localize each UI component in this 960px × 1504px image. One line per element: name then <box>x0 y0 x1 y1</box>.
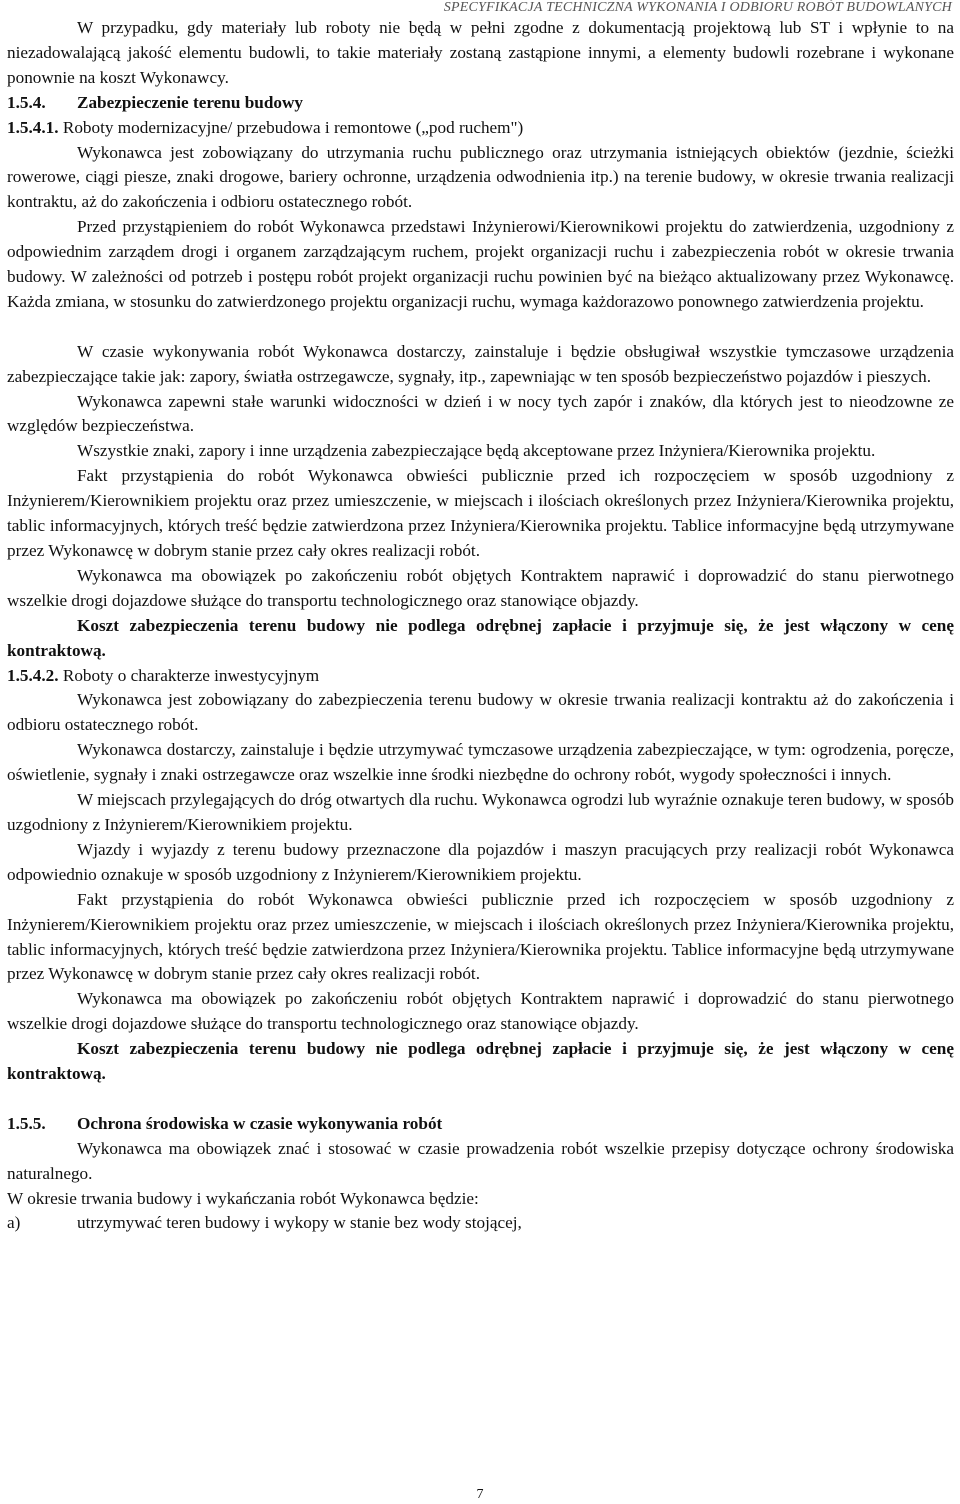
subsection-title: Roboty modernizacyjne/ przebudowa i remontowe („pod ruchem") <box>62 117 524 137</box>
list-item <box>7 1211 954 1236</box>
section-title: Ochrona środowiska w czasie wykonywania robót <box>77 1113 443 1133</box>
section-number: 1.5.5. <box>7 1113 46 1133</box>
section-heading-1-5-4 <box>7 91 954 116</box>
paragraph: Wszystkie znaki, zapory i inne urządzenia zabezpieczające będą akceptowane przez Inżyniera/Kierownika projektu. <box>77 441 876 461</box>
running-header: SPECYFIKACJA TECHNICZNA WYKONANIA I ODBIORU ROBÓT BUDOWLANYCH <box>443 0 952 15</box>
section-heading-1-5-5 <box>7 1112 954 1137</box>
paragraph: Wjazdy i wyjazdy z terenu budowy przeznaczone dla pojazdów i maszyn pracujących przy realizacji robót Wykonawca odpowiednio oznakuje w sposób uzgodniony z Inżynierem/Kierownikiem projektu. <box>7 839 954 884</box>
paragraph: Wykonawca zapewni stałe warunki widoczności w dzień i w nocy tych zapór i znaków, dla których jest to nieodzowne ze względów bezpieczeństwa. <box>7 391 954 436</box>
paragraph: Wykonawca ma obowiązek znać i stosować w czasie prowadzenia robót wszelkie przepisy dotyczące ochrony środowiska naturalnego. <box>7 1138 954 1183</box>
paragraph: Wykonawca jest zobowiązany do utrzymania ruchu publicznego oraz utrzymania istniejących obiektów (jezdnie, ścieżki rowerowe, ciągi piesze, znaki drogowe, bariery ochronne, urządzenia odwodnienia itp.) na terenie budowy, w okresie trwania realizacji kontraktu, aż do zakończenia i odbioru ostatecznego robót. <box>7 142 954 212</box>
section-title: Zabezpieczenie terenu budowy <box>77 92 303 112</box>
paragraph: Wykonawca ma obowiązek po zakończeniu robót objętych Kontraktem naprawić i doprowadzić do stanu pierwotnego wszelkie drogi dojazdowe służące do transportu technologicznego oraz stanowiące objazdy. <box>7 989 954 1034</box>
paragraph: W czasie wykonywania robót Wykonawca dostarczy, zainstaluje i będzie obsługiwał wszystkie tymczasowe urządzenia zabezpieczające takie jak: zapory, światła ostrzegawcze, sygnały, itp., zapewniając w ten sposób bezpieczeństwo pojazdów i pieszych. <box>7 341 954 386</box>
document-body <box>7 16 954 1236</box>
page-number: 7 <box>476 1487 484 1502</box>
paragraph: Przed przystąpieniem do robót Wykonawca przedstawi Inżynierowi/Kierownikowi projektu do zatwierdzenia, uzgodniony z odpowiednim zarządem drogi i organem zarządzającym ruchem, projekt organizacji ruchu i zabezpieczenia robót w okresie trwania budowy. W zależności od potrzeb i postępu robót projekt organizacji ruchu powinien być na bieżąco aktualizowany przez Wykonawcę. Każda zmiana, w stosunku do zatwierdzonego projektu organizacji ruchu, wymaga każdorazowo ponownego zatwierdzenia projektu. <box>7 217 954 311</box>
paragraph: Wykonawca dostarczy, zainstaluje i będzie utrzymywać tymczasowe urządzenia zabezpieczające, w tym: ogrodzenia, poręcze, oświetlenie, sygnały i znaki ostrzegawcze oraz wszelkie inne środki niezbędne do ochrony robót, wygody społeczności i innych. <box>7 740 954 785</box>
intro-paragraph: W przypadku, gdy materiały lub roboty nie będą w pełni zgodne z dokumentacją projektową lub ST i wpłynie to na niezadowalającą jakość elementu budowli, to takie materiały zostaną zastąpione innymi, a elementy budowli rozebrane i wykonane ponownie na koszt Wykonawcy. <box>7 18 954 87</box>
subsection-heading-1-5-4-1 <box>7 116 954 141</box>
subsection-title: Roboty o charakterze inwestycyjnym <box>62 665 320 685</box>
section-number: 1.5.4. <box>7 92 46 112</box>
subsection-number: 1.5.4.2. <box>7 665 59 685</box>
paragraph: Fakt przystąpienia do robót Wykonawca obwieści publicznie przed ich rozpoczęciem w sposób uzgodniony z Inżynierem/Kierownikiem projektu oraz przez umieszczenie, w miejscach i ilościach określonych przez Inżyniera/Kierownika projektu, tablic informacyjnych, których treść będzie zatwierdzona przez Inżyniera/Kierownika projektu. Tablice informacyjne będą utrzymywane przez Wykonawcę w dobrym stanie przez cały okres realizacji robót. <box>7 889 954 984</box>
paragraph: Wykonawca ma obowiązek po zakończeniu robót objętych Kontraktem naprawić i doprowadzić do stanu pierwotnego wszelkie drogi dojazdowe służące do transportu technologicznego oraz stanowiące objazdy. <box>7 565 954 610</box>
paragraph: Wykonawca jest zobowiązany do zabezpieczenia terenu budowy w okresie trwania realizacji kontraktu aż do zakończenia i odbioru ostatecznego robót. <box>7 690 954 735</box>
paragraph: W miejscach przylegających do dróg otwartych dla ruchu. Wykonawca ogrodzi lub wyraźnie oznakuje teren budowy, w sposób uzgodniony z Inżynierem/Kierownikiem projektu. <box>7 790 954 834</box>
subsection-heading-1-5-4-2 <box>7 664 954 689</box>
list-marker: a) <box>7 1213 21 1233</box>
list-item-text: utrzymywać teren budowy i wykopy w stanie bez wody stojącej, <box>77 1213 522 1233</box>
subsection-number: 1.5.4.1. <box>7 117 59 137</box>
cost-note: Koszt zabezpieczenia terenu budowy nie podlega odrębnej zapłacie i przyjmuje się, że jest włączony w cenę kontraktową. <box>7 615 954 660</box>
paragraph: Fakt przystąpienia do robót Wykonawca obwieści publicznie przed ich rozpoczęciem w sposób uzgodniony z Inżynierem/Kierownikiem projektu oraz przez umieszczenie, w miejscach i ilościach określonych przez Inżyniera/Kierownika projektu, tablic informacyjnych, których treść będzie zatwierdzona przez Inżyniera/Kierownika projektu. Tablice informacyjne będą utrzymywane przez Wykonawcę w dobrym stanie przez cały okres realizacji robót. <box>7 466 954 561</box>
cost-note: Koszt zabezpieczenia terenu budowy nie podlega odrębnej zapłacie i przyjmuje się, że jest włączony w cenę kontraktową. <box>7 1039 954 1084</box>
list-lead-in: W okresie trwania budowy i wykańczania robót Wykonawca będzie: <box>7 1188 479 1208</box>
